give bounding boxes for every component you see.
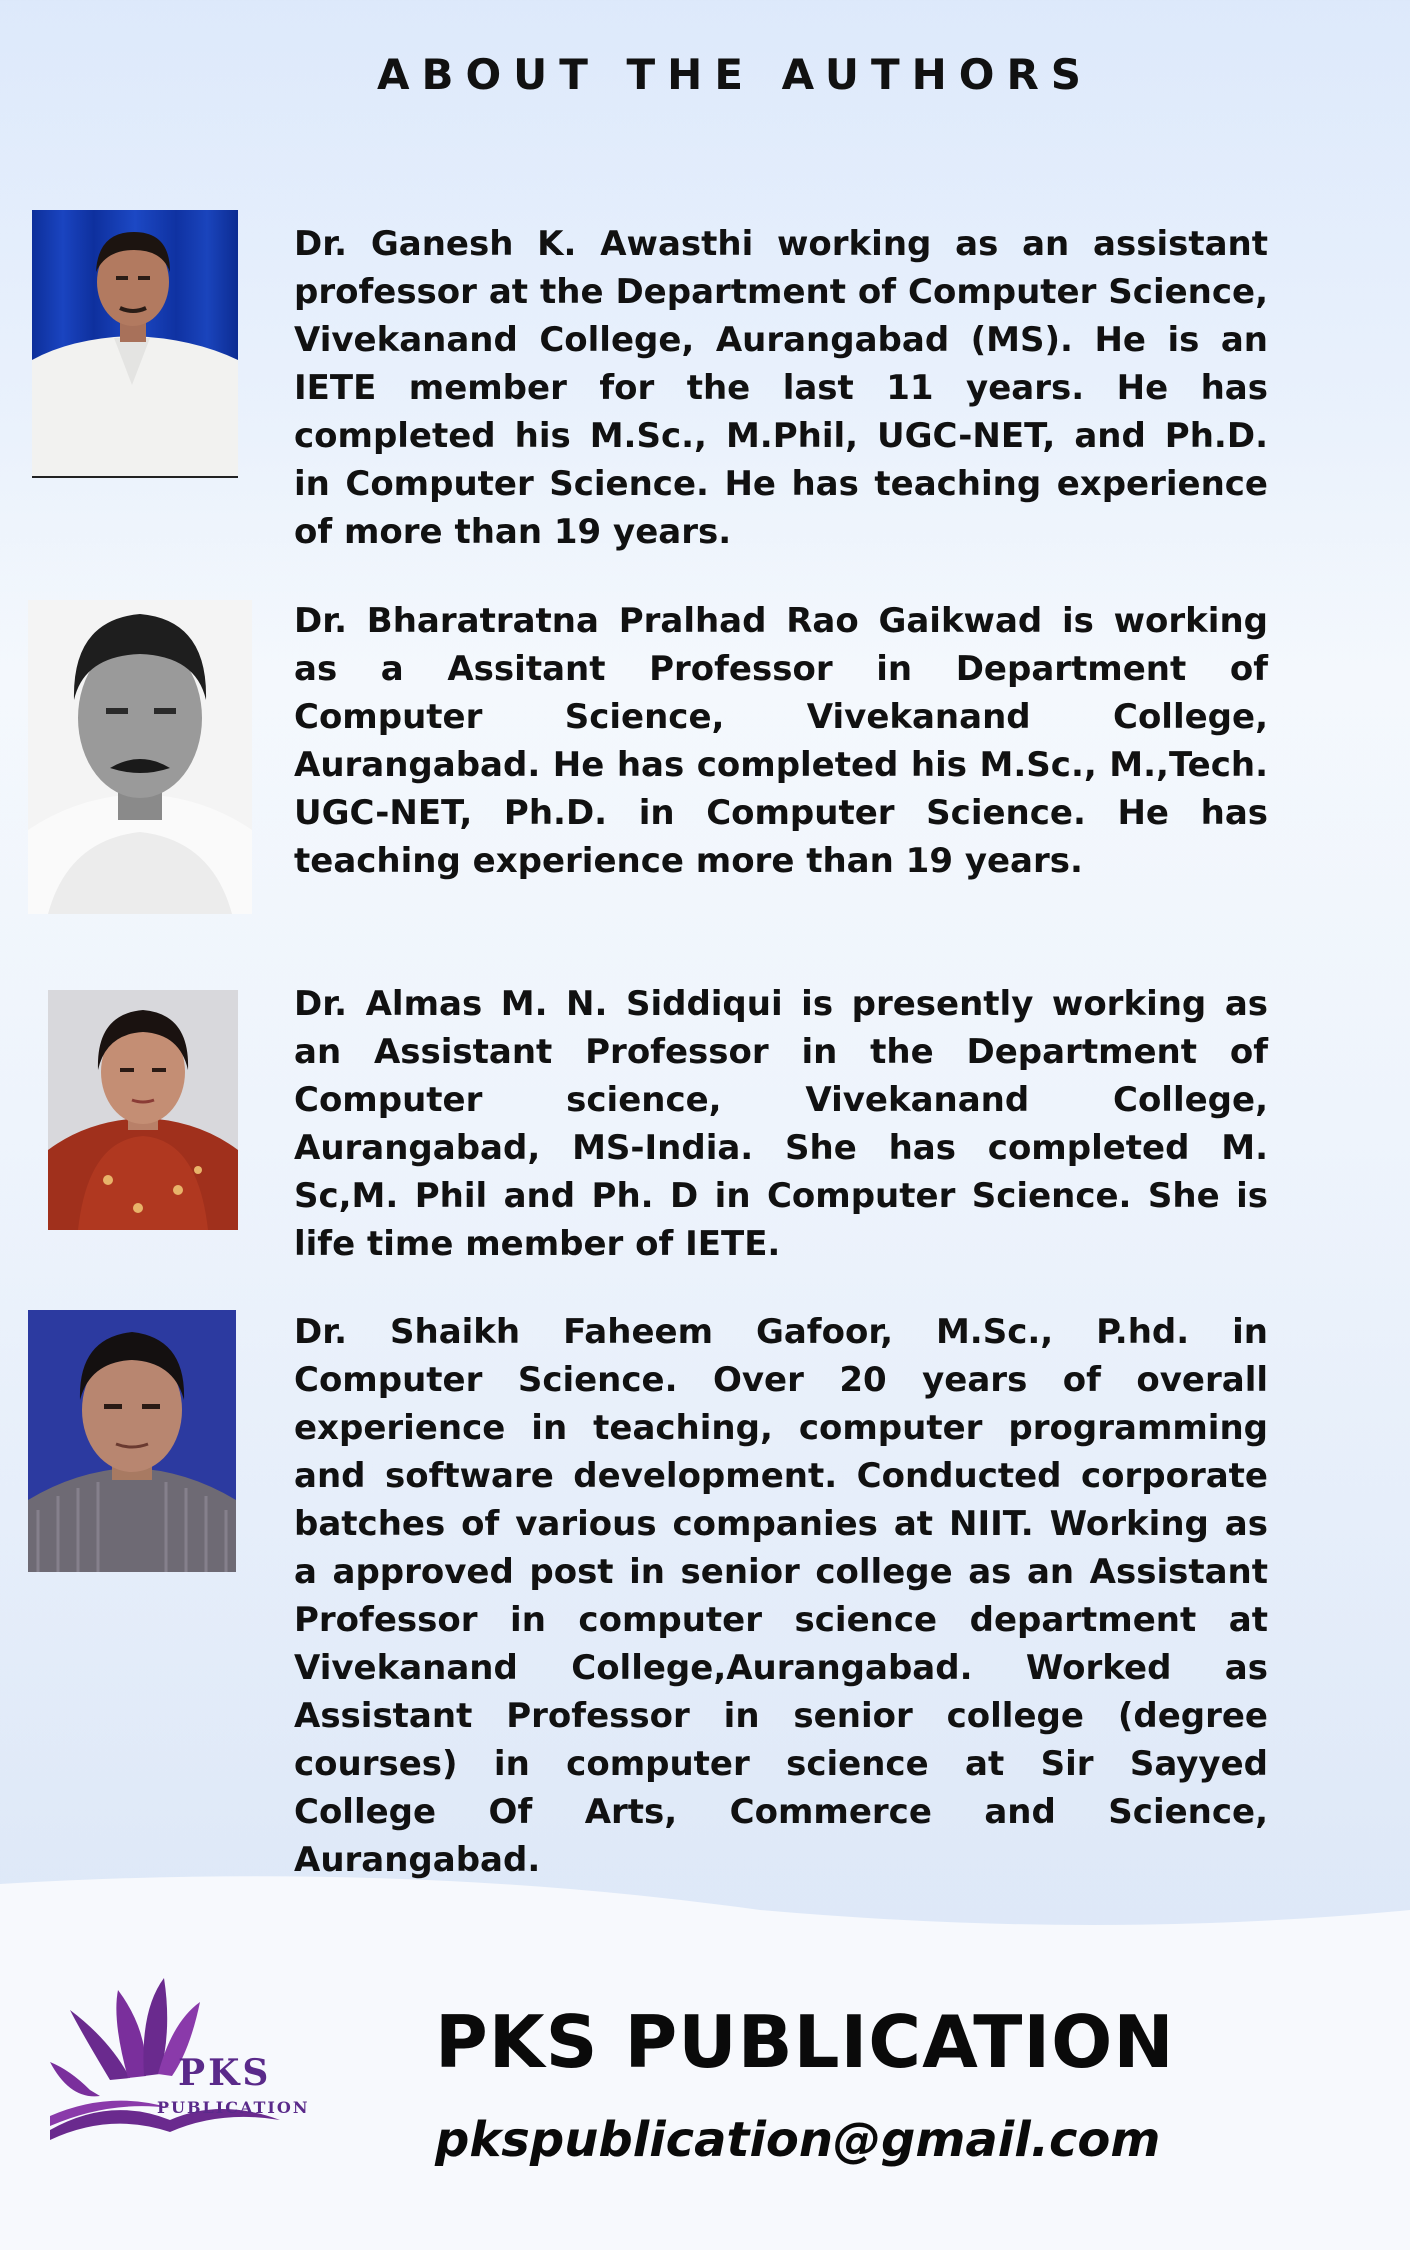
author-photo-gaikwad	[28, 600, 252, 914]
page-title: ABOUT THE AUTHORS	[376, 50, 1094, 99]
logo-text: PKS	[178, 2052, 272, 2094]
publisher-email: pkspublication@gmail.com	[435, 2112, 1161, 2168]
author-bio: Dr. Shaikh Faheem Gafoor, M.Sc., P.hd. in Computer Science. Over 20 years of overall experience in teaching, computer programming and software development. Conducted corporate batches of various companies at NIIT. Working as a approved post in senior college as an Assistant Professor in computer science department at Vivekanand College,Aurangabad. Worked as Assistant Professor in senior college (degree courses) in computer science at Sir Sayyed College Of Arts, Commerce and Science, Aurangabad.	[294, 1312, 1268, 1880]
author-photo-gafoor	[28, 1310, 236, 1572]
author-bio: Dr. Bharatratna Pralhad Rao Gaikwad is working as a Assitant Professor in Department of Computer Science, Vivekanand College, Aurangabad. He has completed his M.Sc., M.,Tech. UGC-NET, Ph.D. in Computer Science. He has teaching experience more than 19 years.	[294, 601, 1268, 881]
author-bio: Dr. Almas M. N. Siddiqui is presently working as an Assistant Professor in the Department of Computer science, Vivekanand College, Aurangabad, MS-India. She has completed M. Sc,M. Phil and Ph. D in Computer Science. She is life time member of IETE.	[294, 984, 1268, 1264]
publisher-name: PKS PUBLICATION	[435, 2000, 1175, 2084]
logo-subtext: PUBLICATION	[157, 2098, 310, 2117]
author-bio: Dr. Ganesh K. Awasthi working as an assistant professor at the Department of Computer Science, Vivekanand College, Aurangabad (MS). He is an IETE member for the last 11 years. He has completed his M.Sc., M.Phil, UGC-NET, and Ph.D. in Computer Science. He has teaching experience of more than 19 years.	[294, 224, 1268, 552]
author-photo-awasthi	[32, 210, 238, 478]
author-photo-siddiqui	[48, 990, 238, 1230]
